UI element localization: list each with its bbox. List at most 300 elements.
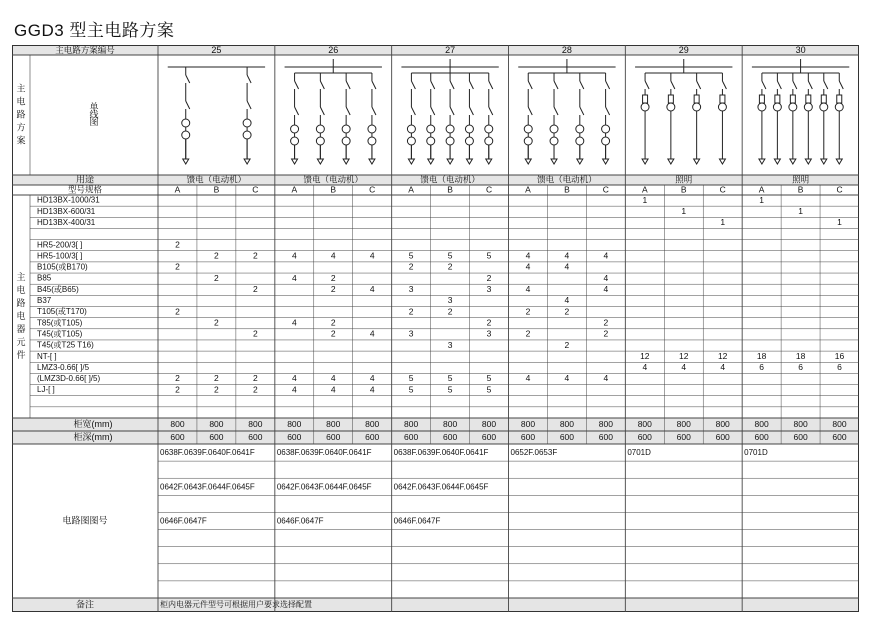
component-qty: 4 [720,362,726,373]
fuse-symbol [668,95,673,103]
terminal-symbol [719,159,725,164]
feeder-branch [524,73,532,164]
component-qty: 4 [330,373,336,384]
feeder-branch [368,73,376,164]
ct-symbol [407,125,415,133]
scheme-table [12,45,859,612]
component-qty: 1 [642,194,648,205]
feeder-branch [485,73,493,164]
fuse-symbol [720,95,725,103]
terminal-symbol [244,159,250,164]
terminal-symbol [577,159,583,164]
diagram-number: 0642F.0643F.0644F.0645F [276,482,372,492]
cabinet-width-value: 800 [404,418,419,429]
wire [839,81,843,89]
component-qty: 2 [214,384,219,395]
cabinet-depth-label: 柜深(mm) [73,431,113,442]
sub-col-letter: C [369,184,376,195]
wire [697,81,701,89]
component-qty: 2 [175,261,180,272]
wire [186,101,190,109]
diagram-number-label: 电路图图号 [62,515,108,526]
ct-symbol [485,137,493,145]
component-qty: 3 [486,328,492,339]
terminal-symbol [369,159,375,164]
sub-col-letter: A [174,184,181,195]
ct-symbol [602,125,610,133]
component-name: T45(或T105) [37,329,83,339]
sub-col-letter: C [252,184,259,195]
feeder-branch [446,73,454,164]
cabinet-width-value: 800 [248,418,263,429]
terminal-symbol [183,159,189,164]
ct-symbol [182,131,190,139]
page-title: GGD3 型主电路方案 [14,21,175,40]
component-qty: 2 [486,272,492,283]
terminal-symbol [694,159,700,164]
sub-col-letter: A [525,184,531,195]
component-qty: 4 [291,272,297,283]
ct-symbol [804,103,812,111]
ct-symbol [524,125,532,133]
sub-col-letter: A [408,184,414,195]
sub-col-letter: B [330,184,337,195]
single-line-diagram [635,59,732,164]
component-qty: 2 [252,384,258,395]
cabinet-depth-value: 600 [287,431,302,442]
ct-symbol [368,137,376,145]
component-qty: 18 [756,350,767,361]
cabinet-depth-value: 600 [676,431,691,442]
diagram-number: 0638F.0639F.0640F.0641F [276,448,372,458]
wire [528,107,532,115]
component-qty: 4 [291,250,297,261]
diagram-number: 0638F.0639F.0640F.0641F [393,448,489,458]
terminal-symbol [759,159,765,164]
wire [808,81,812,89]
wire [777,81,781,89]
wire [580,81,584,89]
wire [528,81,532,89]
cabinet-width-label: 柜宽(mm) [73,418,113,429]
component-name: LJ-[ ] [37,385,55,395]
terminal-symbol [805,159,811,164]
cabinet-depth-value: 600 [404,431,419,442]
component-qty: 4 [369,328,375,339]
diagram-number: 0642F.0643F.0644F.0645F [160,482,255,492]
component-qty: 4 [681,362,687,373]
component-name: T85(或T105) [37,318,83,328]
scheme-number-label: 主电路方案编号 [55,45,115,55]
wire [450,81,454,89]
cabinet-depth-value: 600 [248,431,263,442]
component-qty: 2 [603,328,609,339]
cabinet-width-value: 800 [598,418,613,429]
cabinet-width-value: 800 [754,418,769,429]
cabinet-depth-value: 600 [170,431,185,442]
component-qty: 3 [447,339,453,350]
component-name: (LMZ3D-0.66[ ]/5) [37,374,101,384]
component-qty: 2 [564,339,570,350]
sub-col-letter: B [564,184,570,195]
usage-value: 馈电（电动机） [537,174,597,185]
cabinet-depth-value: 600 [598,431,613,442]
terminal-symbol [774,159,780,164]
wire [320,81,324,89]
component-name: HD13BX-600/31 [37,206,96,216]
ct-symbol [316,125,324,133]
usage-value: 馈电（电动机） [303,174,364,185]
component-qty: 3 [408,284,414,295]
feeder-branch [407,73,415,164]
component-qty: 1 [759,194,765,205]
feeder-branch [291,73,299,164]
fuse-symbol [821,95,826,103]
single-line-diagram [752,59,849,164]
component-qty: 2 [525,306,531,317]
wire [247,75,251,83]
component-qty: 1 [798,205,803,216]
component-qty: 2 [408,306,414,317]
terminal-symbol [551,159,557,164]
side-label-components: 电 [16,284,26,295]
wire [346,107,350,115]
cabinet-depth-value: 600 [365,431,380,442]
ct-symbol [342,137,350,145]
cabinet-depth-value: 600 [481,431,497,442]
feeder-branch [804,73,812,164]
ct-symbol [718,103,726,111]
wire [372,81,376,89]
terminal-symbol [447,159,453,164]
diagram-number: 0638F.0639F.0640F.0641F [160,448,255,458]
cabinet-depth-value: 600 [559,431,575,442]
usage-label: 用途 [75,174,95,185]
ct-symbol [407,137,415,145]
scheme-number: 29 [678,45,689,55]
component-qty: 6 [837,362,842,373]
side-label-components: 件 [16,349,26,360]
side-label-main-circuit: 电 [16,96,26,107]
spec-label: 型号规格 [67,184,103,195]
side-label-main-circuit: 路 [16,109,26,120]
component-qty: 2 [525,328,531,339]
ct-symbol [427,137,435,145]
ct-symbol [641,103,649,111]
component-name: B37 [37,296,52,306]
wire [295,81,299,89]
feeder-branch [667,73,675,164]
ct-symbol [758,103,766,111]
component-qty: 5 [447,250,453,261]
component-qty: 2 [252,250,258,261]
feeder-branch [427,73,435,164]
cabinet-depth-value: 600 [637,431,652,442]
diagram-number: 0642F.0643F.0644F.0645F [393,482,489,492]
wire [247,101,251,109]
terminal-symbol [642,159,648,164]
single-line-diagram [518,59,615,164]
component-qty: 2 [447,261,453,272]
wire [186,75,190,83]
wire [762,81,766,89]
component-name: T105(或T170) [37,307,87,317]
component-qty: 18 [795,350,806,361]
component-qty: 5 [486,250,492,261]
sub-col-letter: B [680,184,687,195]
ct-symbol [835,103,843,111]
component-qty: 6 [759,362,765,373]
sub-col-letter: C [602,184,609,195]
component-qty: 4 [564,373,570,384]
component-qty: 4 [564,261,570,272]
diagram-number: 0646F.0647F [393,516,441,526]
component-qty: 12 [717,350,728,361]
component-qty: 1 [681,205,687,216]
wire [320,107,324,115]
component-qty: 4 [330,384,336,395]
component-name: HD13BX-1000/31 [37,195,100,205]
terminal-symbol [317,159,323,164]
wire [372,107,376,115]
terminal-symbol [428,159,434,164]
wire [606,107,610,115]
feeder-branch [550,73,558,164]
component-qty: 4 [603,373,609,384]
wire [431,81,435,89]
wire [554,107,558,115]
component-name: HD13BX-400/31 [37,217,96,227]
sub-col-letter: B [797,184,804,195]
remark-band [12,598,859,612]
component-qty: 2 [603,317,609,328]
ct-symbol [446,137,454,145]
fuse-symbol [775,95,780,103]
terminal-symbol [466,159,472,164]
side-label-components: 电 [16,310,26,321]
cabinet-width-value: 800 [520,418,536,429]
component-qty: 2 [447,306,453,317]
single-line-label: 单 [89,101,99,112]
ct-symbol [773,103,781,111]
feeder-branch [342,73,350,164]
single-line-diagram [401,59,498,164]
component-qty: 3 [408,328,414,339]
sub-col-letter: C [836,184,843,195]
ct-symbol [316,137,324,145]
terminal-symbol [836,159,842,164]
component-qty: 2 [252,284,258,295]
cabinet-depth-value: 600 [793,431,808,442]
component-qty: 5 [447,373,453,384]
wire [411,81,415,89]
cabinet-width-value: 800 [793,418,808,429]
sub-col-letter: B [213,184,220,195]
header-band [12,45,859,55]
ct-symbol [576,125,584,133]
remark-text: 柜内电器元件型号可根据用户要求选择配置 [160,600,312,610]
wire [469,81,473,89]
wire [295,107,299,115]
cabinet-width-value: 800 [715,418,730,429]
component-qty: 2 [175,384,180,395]
component-name: T45(或T25 T16) [37,340,94,350]
ct-symbol [182,119,190,127]
feeder-branch [835,73,843,164]
remark-label: 备注 [75,599,95,610]
wire [450,107,454,115]
wire [469,107,473,115]
scheme-number: 25 [211,45,222,55]
component-qty: 6 [798,362,803,373]
ct-symbol [789,103,797,111]
component-qty: 2 [175,306,180,317]
wire [722,81,726,89]
fuse-symbol [643,95,648,103]
fuse-symbol [694,95,699,103]
wire [793,81,797,89]
single-line-diagram [285,59,382,164]
scheme-number: 26 [328,45,339,55]
cabinet-width-value: 800 [832,418,847,429]
single-line-diagram [168,67,265,164]
component-qty: 2 [252,328,258,339]
component-qty: 2 [408,261,414,272]
cabinet-width-value: 800 [637,418,652,429]
component-qty: 4 [525,250,531,261]
wire [411,107,415,115]
cabinet-width-value: 800 [287,418,302,429]
feeder-branch [576,73,584,164]
diagram-number: 0701D [627,448,651,458]
usage-value: 照明 [675,174,693,185]
component-qty: 4 [603,250,609,261]
cabinet-width-value: 800 [442,418,458,429]
wire [824,81,828,89]
component-qty: 3 [486,284,492,295]
feeder-branch [182,67,190,164]
component-qty: 4 [642,362,648,373]
terminal-symbol [525,159,531,164]
terminal-symbol [343,159,349,164]
feeder-branch [758,73,766,164]
terminal-symbol [603,159,609,164]
usage-value: 照明 [792,174,810,185]
sub-col-letter: C [485,184,493,195]
scheme-number: 27 [445,45,456,55]
ct-symbol [446,125,454,133]
side-label-main-circuit: 案 [16,135,26,146]
cabinet-depth-value: 600 [832,431,847,442]
ct-symbol [427,125,435,133]
component-qty: 12 [640,350,650,361]
fuse-symbol [759,95,764,103]
component-qty: 2 [214,373,219,384]
wire [580,107,584,115]
component-qty: 3 [447,295,453,306]
feeder-branch [316,73,324,164]
component-qty: 4 [369,373,375,384]
terminal-symbol [790,159,796,164]
component-qty: 4 [525,261,531,272]
component-qty: 5 [486,384,492,395]
side-label-components: 元 [16,336,26,347]
terminal-symbol [821,159,827,164]
cabinet-width-value: 800 [481,418,497,429]
component-qty: 4 [564,295,570,306]
cabinet-depth-value: 600 [520,431,536,442]
feeder-branch [820,73,828,164]
ct-symbol [602,137,610,145]
cabinet-width-value: 800 [170,418,185,429]
component-qty: 5 [408,384,414,395]
component-qty: 2 [330,328,336,339]
component-qty: 2 [175,239,180,250]
component-qty: 2 [175,373,180,384]
component-qty: 2 [214,272,219,283]
feeder-branch [243,67,251,164]
cabinet-depth-value: 600 [754,431,769,442]
usage-value: 馈电（电动机） [420,174,480,185]
component-qty: 4 [291,317,297,328]
sub-col-letter: A [291,184,298,195]
component-qty: 2 [214,317,219,328]
ct-symbol [368,125,376,133]
terminal-symbol [292,159,298,164]
cabinet-width-value: 800 [365,418,380,429]
side-label-main-circuit: 方 [16,122,26,133]
component-qty: 4 [369,384,375,395]
sub-col-letter: A [758,184,765,195]
usage-value: 馈电（电动机） [186,174,247,185]
ct-symbol [243,119,251,127]
single-line-label: 线 [89,109,99,120]
feeder-branch [602,73,610,164]
sub-col-letter: C [719,184,726,195]
wire [606,81,610,89]
ct-symbol [524,137,532,145]
ct-symbol [693,103,701,111]
ct-symbol [291,125,299,133]
wire [489,81,493,89]
component-qty: 4 [291,384,297,395]
component-qty: 4 [525,284,531,295]
terminal-symbol [668,159,674,164]
component-qty: 4 [291,373,297,384]
component-name: HR5-200/3[ ] [37,240,83,250]
component-qty: 4 [603,284,609,295]
component-qty: 4 [369,284,375,295]
side-label-components: 路 [16,297,26,308]
component-qty: 2 [330,272,336,283]
ct-symbol [485,125,493,133]
ct-symbol [342,125,350,133]
ct-symbol [465,137,473,145]
cabinet-width-value: 800 [676,418,691,429]
component-qty: 5 [447,384,453,395]
ct-symbol [550,137,558,145]
ct-symbol [667,103,675,111]
component-qty: 5 [408,250,414,261]
scheme-number: 28 [561,45,572,55]
component-qty: 4 [525,373,531,384]
component-qty: 2 [564,306,570,317]
wire [431,107,435,115]
feeder-branch [789,73,797,164]
side-label-components: 主 [16,271,26,282]
component-qty: 2 [330,317,336,328]
cabinet-width-value: 800 [326,418,341,429]
